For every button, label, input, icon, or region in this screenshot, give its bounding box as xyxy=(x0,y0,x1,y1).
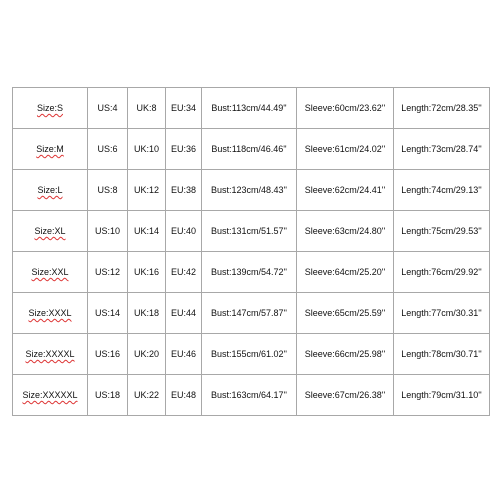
eu-size-cell: EU:34 xyxy=(166,88,202,129)
bust-cell: Bust:163cm/64.17'' xyxy=(202,375,297,416)
sleeve-cell: Sleeve:65cm/25.59'' xyxy=(297,293,394,334)
sleeve-cell: Sleeve:61cm/24.02'' xyxy=(297,129,394,170)
uk-size-cell: UK:16 xyxy=(128,252,166,293)
uk-size-cell: UK:10 xyxy=(128,129,166,170)
table-row xyxy=(13,334,490,375)
sleeve-cell: Sleeve:64cm/25.20'' xyxy=(297,252,394,293)
eu-size-cell: EU:42 xyxy=(166,252,202,293)
size-cell: Size:XXL xyxy=(13,252,88,293)
eu-size-cell: EU:44 xyxy=(166,293,202,334)
bust-cell: Bust:131cm/51.57'' xyxy=(202,211,297,252)
length-cell: Length:77cm/30.31'' xyxy=(394,293,490,334)
bust-cell: Bust:155cm/61.02'' xyxy=(202,334,297,375)
uk-size-cell: UK:12 xyxy=(128,170,166,211)
bust-cell: Bust:147cm/57.87'' xyxy=(202,293,297,334)
table-row xyxy=(13,88,490,129)
length-cell: Length:72cm/28.35'' xyxy=(394,88,490,129)
bust-cell: Bust:113cm/44.49'' xyxy=(202,88,297,129)
uk-size-cell: UK:18 xyxy=(128,293,166,334)
size-cell: Size:M xyxy=(13,129,88,170)
size-cell: Size:S xyxy=(13,88,88,129)
table-row xyxy=(13,129,490,170)
uk-size-cell: UK:20 xyxy=(128,334,166,375)
length-cell: Length:79cm/31.10'' xyxy=(394,375,490,416)
eu-size-cell: EU:40 xyxy=(166,211,202,252)
eu-size-cell: EU:38 xyxy=(166,170,202,211)
us-size-cell: US:6 xyxy=(88,129,128,170)
sleeve-cell: Sleeve:60cm/23.62'' xyxy=(297,88,394,129)
length-cell: Length:73cm/28.74'' xyxy=(394,129,490,170)
table-row xyxy=(13,375,490,416)
us-size-cell: US:10 xyxy=(88,211,128,252)
us-size-cell: US:8 xyxy=(88,170,128,211)
sleeve-cell: Sleeve:63cm/24.80'' xyxy=(297,211,394,252)
us-size-cell: US:16 xyxy=(88,334,128,375)
us-size-cell: US:14 xyxy=(88,293,128,334)
length-cell: Length:76cm/29.92'' xyxy=(394,252,490,293)
eu-size-cell: EU:48 xyxy=(166,375,202,416)
bust-cell: Bust:139cm/54.72'' xyxy=(202,252,297,293)
length-cell: Length:74cm/29.13'' xyxy=(394,170,490,211)
us-size-cell: US:4 xyxy=(88,88,128,129)
bust-cell: Bust:123cm/48.43'' xyxy=(202,170,297,211)
table-row xyxy=(13,211,490,252)
bust-cell: Bust:118cm/46.46'' xyxy=(202,129,297,170)
size-cell: Size:L xyxy=(13,170,88,211)
uk-size-cell: UK:22 xyxy=(128,375,166,416)
us-size-cell: US:12 xyxy=(88,252,128,293)
table-row xyxy=(13,252,490,293)
length-cell: Length:75cm/29.53'' xyxy=(394,211,490,252)
size-cell: Size:XL xyxy=(13,211,88,252)
size-cell: Size:XXXL xyxy=(13,293,88,334)
eu-size-cell: EU:36 xyxy=(166,129,202,170)
sleeve-cell: Sleeve:62cm/24.41'' xyxy=(297,170,394,211)
eu-size-cell: EU:46 xyxy=(166,334,202,375)
uk-size-cell: UK:8 xyxy=(128,88,166,129)
sleeve-cell: Sleeve:67cm/26.38'' xyxy=(297,375,394,416)
us-size-cell: US:18 xyxy=(88,375,128,416)
size-cell: Size:XXXXL xyxy=(13,334,88,375)
uk-size-cell: UK:14 xyxy=(128,211,166,252)
table-row xyxy=(13,293,490,334)
size-chart-table xyxy=(12,87,490,416)
length-cell: Length:78cm/30.71'' xyxy=(394,334,490,375)
table-row xyxy=(13,170,490,211)
size-cell: Size:XXXXXL xyxy=(13,375,88,416)
sleeve-cell: Sleeve:66cm/25.98'' xyxy=(297,334,394,375)
